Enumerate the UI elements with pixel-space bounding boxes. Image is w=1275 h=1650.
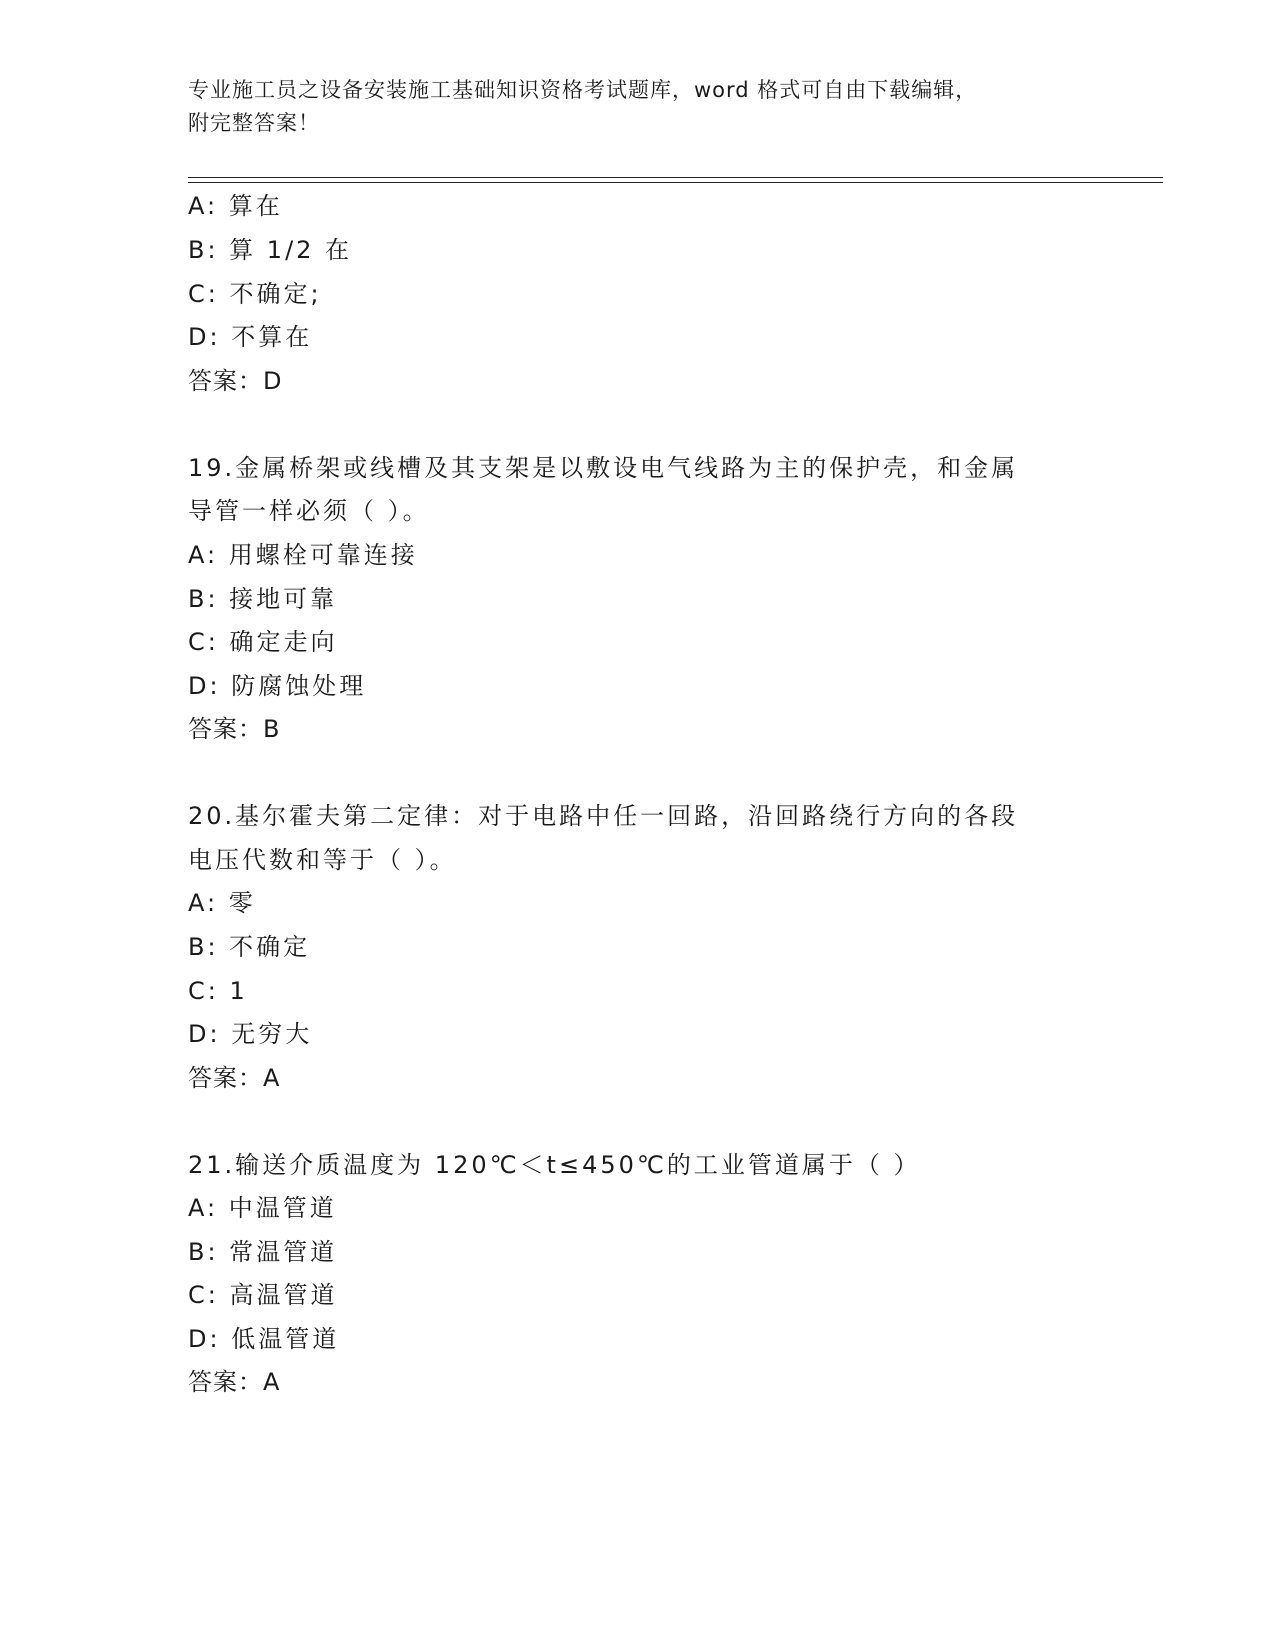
q20-option-d: D: 无穷大 [188, 1020, 313, 1048]
q20-option-c: C: 1 [188, 977, 248, 1005]
q18-option-c: C: 不确定; [188, 280, 322, 308]
header-line-2: 附完整答案！ [188, 111, 320, 135]
q19-stem-line-2: 导管一样必须（ ）。 [188, 497, 430, 525]
q18-option-b: B: 算 1/2 在 [188, 236, 353, 264]
q20-option-b: B: 不确定 [188, 933, 311, 961]
q20-stem-line-1: 20.基尔霍夫第二定律：对于电路中任一回路，沿回路绕行方向的各段 [188, 802, 1019, 830]
q19-option-b: B: 接地可靠 [188, 585, 338, 613]
header-line-1: 专业施工员之设备安装施工基础知识资格考试题库，word 格式可自由下载编辑， [188, 78, 978, 102]
q19-answer: 答案：B [188, 715, 281, 743]
q19-option-c: C: 确定走向 [188, 628, 338, 656]
header-divider-bottom [188, 182, 1163, 183]
q19-option-d: D: 防腐蚀处理 [188, 672, 367, 700]
q21-option-a: A: 中温管道 [188, 1194, 337, 1222]
header-divider-top [188, 177, 1163, 178]
q20-answer: 答案：A [188, 1064, 281, 1092]
q19-option-a: A: 用螺栓可靠连接 [188, 541, 418, 569]
q20-stem-line-2: 电压代数和等于（ ）。 [188, 846, 457, 874]
q18-answer: 答案：D [188, 367, 283, 395]
q19-stem-line-1: 19.金属桥架或线槽及其支架是以敷设电气线路为主的保护壳，和金属 [188, 454, 1019, 482]
q21-option-b: B: 常温管道 [188, 1238, 338, 1266]
q21-stem-line-1: 21.输送介质温度为 120℃＜t≤450℃的工业管道属于（ ） [188, 1151, 921, 1179]
q18-option-a: A: 算在 [188, 192, 283, 220]
q21-option-c: C: 高温管道 [188, 1281, 338, 1309]
q18-option-d: D: 不算在 [188, 323, 313, 351]
q21-option-d: D: 低温管道 [188, 1325, 340, 1353]
q21-answer: 答案：A [188, 1368, 281, 1396]
document-header [188, 74, 1088, 140]
q20-option-a: A: 零 [188, 889, 256, 917]
